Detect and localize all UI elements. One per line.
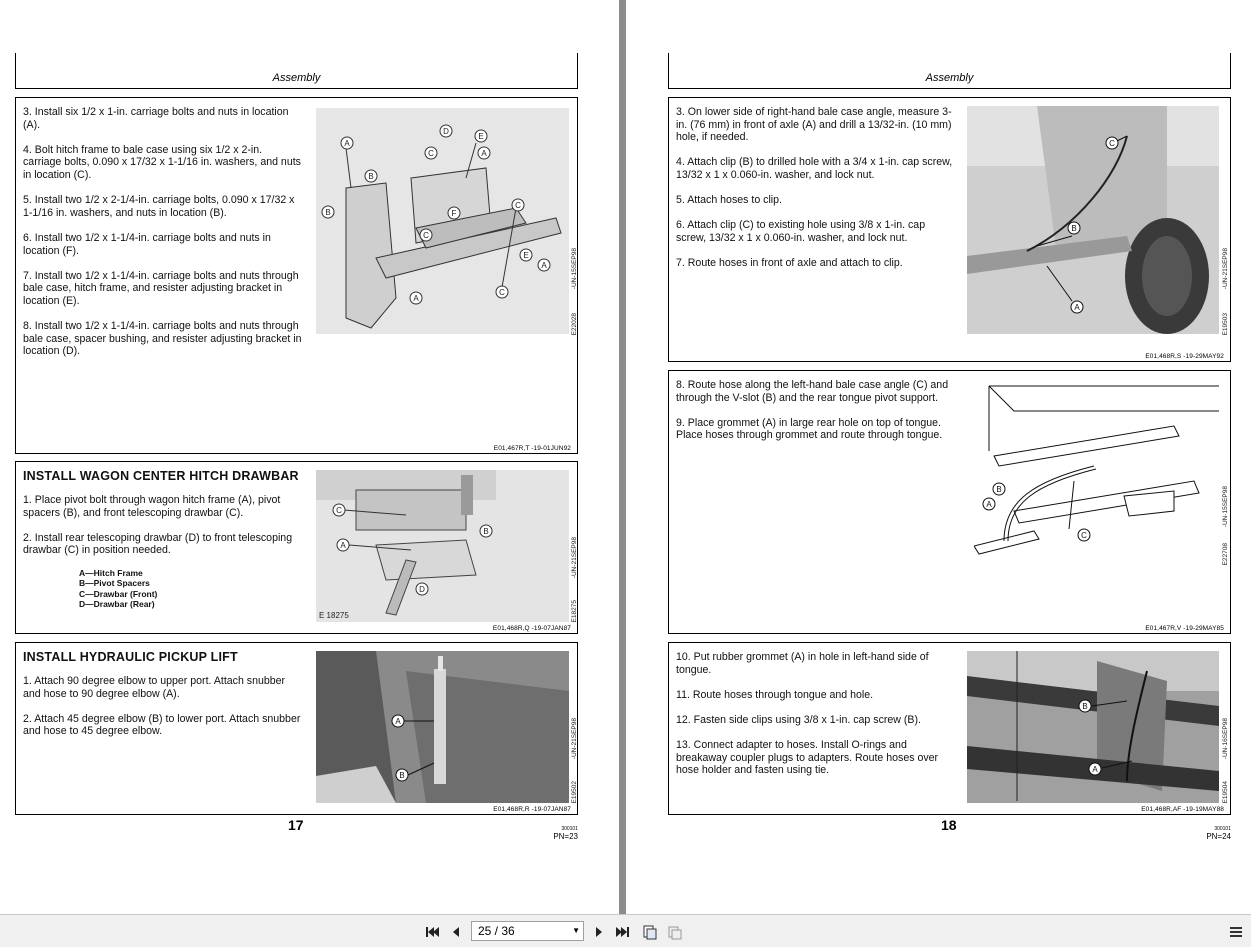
page-pn [1193,825,1231,841]
reference-code: E01,468R,R -19-07JAN87 [493,806,571,813]
step: 2. Attach 45 degree elbow (B) to lower port. Attach snubber and hose to 45 degree elbow. [23,712,301,738]
step: 3. Install six 1/2 x 1-in. carriage bolts and nuts in location (A). [23,106,289,131]
header-title: Assembly [272,72,321,84]
figure-side-code: -UN-21SEP98 [571,537,578,579]
instruction-block [15,461,578,634]
section-title: INSTALL WAGON CENTER HITCH DRAWBAR [23,469,299,483]
step: 5. Install two 1/2 x 2-1/4-in. carriage bolts, 0.090 x 17/32 x 1-1/16 in. washers, and nuts in location (B). [23,194,295,219]
svg-text:D: D [419,585,425,594]
two-page-view-icon [667,924,683,940]
page-indicator: 25 / 36 [478,924,515,938]
pn-label: PN=23 [553,832,578,841]
svg-text:C: C [515,201,521,210]
hitch-frame-illustration [316,108,569,334]
tongue-hose-image [967,651,1219,803]
svg-text:A: A [413,294,419,303]
steps [23,651,303,751]
page-number: 18 [941,817,957,833]
figure-id: E19503 [1222,313,1229,336]
instruction-block [668,370,1231,634]
svg-text:E: E [523,251,529,260]
step: 4. Bolt hitch frame to bale case using six 1/2 x 2-in. carriage bolts, 0.090 x 17/32 x 1-1/16 in. washers, and nuts in location (C). [23,143,301,181]
reference-code: E01,468R,AF -19-19MAY88 [1141,806,1224,813]
parts-legend [79,568,303,610]
steps [676,106,956,282]
next-page-button[interactable] [591,924,607,940]
instruction-block [15,642,578,815]
hose-route-illustration [974,381,1219,561]
figure-id: E19502 [571,781,578,804]
hose-route-drawing [974,381,1219,561]
pn-code: 300101 [1214,826,1231,832]
step: 11. Route hoses through tongue and hole. [676,688,874,701]
svg-text:A: A [395,717,401,726]
step: 10. Put rubber grommet (A) in hole in left-hand side of tongue. [676,651,929,676]
svg-text:A: A [344,139,350,148]
hydraulic-lift-image [316,651,569,803]
page-pn [540,825,578,841]
viewer-toolbar [0,914,1251,947]
section-title: INSTALL HYDRAULIC PICKUP LIFT [23,650,238,664]
reference-code: E01,467R,V -19-29MAY85 [1145,625,1224,632]
svg-text:F: F [451,209,457,218]
hitch-frame-drawing [316,108,569,334]
instruction-block [15,97,578,454]
chevron-down-icon: ▼ [572,926,580,935]
svg-text:C: C [1081,531,1087,540]
svg-text:B: B [1071,224,1077,233]
steps [23,106,303,370]
svg-text:B: B [1082,702,1088,711]
svg-text:B: B [996,485,1002,494]
svg-text:A: A [340,541,346,550]
figure-side-code: -UN-15SEP98 [1222,486,1229,528]
continuous-view-icon [642,924,658,940]
svg-text:A: A [541,261,547,270]
page-header [668,53,1231,89]
pn-label: PN=24 [1206,832,1231,841]
svg-text:A: A [1074,303,1080,312]
last-page-button[interactable] [615,924,631,940]
svg-text:B: B [368,172,374,181]
menu-button[interactable] [1228,924,1244,940]
step: 2. Install rear telescoping drawbar (D) to front telescoping drawbar (C) in position needed. [23,531,293,557]
steps [676,651,956,790]
step: 13. Connect adapter to hoses. Install O-rings and breakaway coupler plugs to adapters. Route hoses over hose holder and fasten using tie. [676,739,939,777]
continuous-view-button[interactable] [642,924,658,940]
svg-text:A: A [1092,765,1098,774]
legend-item: A—Hitch Frame [79,567,143,578]
step: 6. Install two 1/2 x 1-1/4-in. carriage bolts and nuts in location (F). [23,231,271,257]
step: 8. Install two 1/2 x 1-1/4-in. carriage bolts and nuts through bale case, spacer bushing, and resister adjusting bracket in location (D). [23,320,302,358]
left-page [0,0,619,914]
page-number: 17 [288,817,304,833]
figure-label: E 18275 [319,611,349,620]
step: 1. Attach 90 degree elbow to upper port. Attach snubber and hose to 90 degree elbow (A). [23,675,286,700]
page-gutter [619,0,626,914]
hydraulic-lift-photo [316,651,569,803]
figure-side-code: -UN-16SEP98 [1222,718,1229,760]
axle-clip-photo [967,106,1219,334]
step: 9. Place grommet (A) in large rear hole on top of tongue. Place hoses through grommet and route through tongue. [676,416,943,442]
instruction-block [668,642,1231,815]
step: 6. Attach clip (C) to existing hole using 3/8 x 1-in. cap screw, 13/32 x 1 x 0.060-in. washer, and lock nut. [676,219,926,244]
right-page [626,0,1251,914]
drawbar-drawing [316,470,569,622]
figure-id: E22708 [1222,543,1229,566]
svg-text:D: D [443,127,449,136]
step: 5. Attach hoses to clip. [676,194,782,207]
svg-text:B: B [399,771,405,780]
svg-text:C: C [1109,139,1115,148]
previous-page-button[interactable] [448,924,464,940]
figure-side-code: -UN-21SEP98 [1222,248,1229,290]
step: 1. Place pivot bolt through wagon hitch frame (A), pivot spacers (B), and front telescoping drawbar (C). [23,494,281,519]
figure-id: E18275 [571,600,578,623]
hamburger-menu-icon [1228,924,1244,940]
svg-text:C: C [499,288,505,297]
svg-text:B: B [483,527,489,536]
tongue-hose-photo [967,651,1219,803]
instruction-block [668,97,1231,362]
svg-text:E: E [478,132,484,141]
figure-id: E19504 [1222,781,1229,804]
page-header [15,53,578,89]
first-page-button[interactable] [424,924,440,940]
legend-item: D—Drawbar (Rear) [79,599,155,610]
step: 8. Route hose along the left-hand bale case angle (C) and through the V-slot (B) and the rear tongue pivot support. [676,379,949,404]
reference-code: E01,468R,S -19-29MAY92 [1145,353,1224,360]
drawbar-illustration [316,470,569,622]
next-page-icon [591,924,607,940]
step: 7. Route hoses in front of axle and attach to clip. [676,257,903,270]
legend-item: B—Pivot Spacers [79,578,150,589]
two-page-view-button[interactable] [667,924,683,940]
figure-id: E22028 [571,313,578,336]
svg-text:A: A [481,149,487,158]
axle-clip-image [967,106,1219,334]
svg-text:C: C [336,506,342,515]
figure-side-code: -UN-21SEP98 [571,718,578,760]
figure-side-code: -UN-15SEP98 [571,248,578,290]
legend-item: C—Drawbar (Front) [79,588,158,599]
step: 4. Attach clip (B) to drilled hole with a 3/4 x 1-in. cap screw, 13/32 x 1 x 0.060-in. washer, and lock nut. [676,156,953,181]
svg-text:A: A [986,500,992,509]
reference-code: E01,467R,T -19-01JUN92 [493,445,571,452]
previous-page-icon [448,924,464,940]
page-selector[interactable] [471,921,584,941]
pn-code: 300101 [561,826,578,832]
svg-text:B: B [325,208,331,217]
step: 3. On lower side of right-hand bale case angle, measure 3-in. (76 mm) in front of axle (A) and drill a 13/32-in. (10 mm) hole, if needed. [676,106,952,144]
reference-code: E01,468R,Q -19-07JAN87 [492,625,571,632]
step: 7. Install two 1/2 x 1-1/4-in. carriage bolts and nuts through bale case, hitch frame, and resister adjusting bracket in location (E). [23,269,299,307]
header-title: Assembly [925,72,974,84]
steps [676,379,956,455]
last-page-icon [615,924,631,940]
svg-text:C: C [428,149,434,158]
first-page-icon [424,924,440,940]
step: 12. Fasten side clips using 3/8 x 1-in. cap screw (B). [676,713,921,726]
steps [23,470,303,610]
svg-text:C: C [423,231,429,240]
